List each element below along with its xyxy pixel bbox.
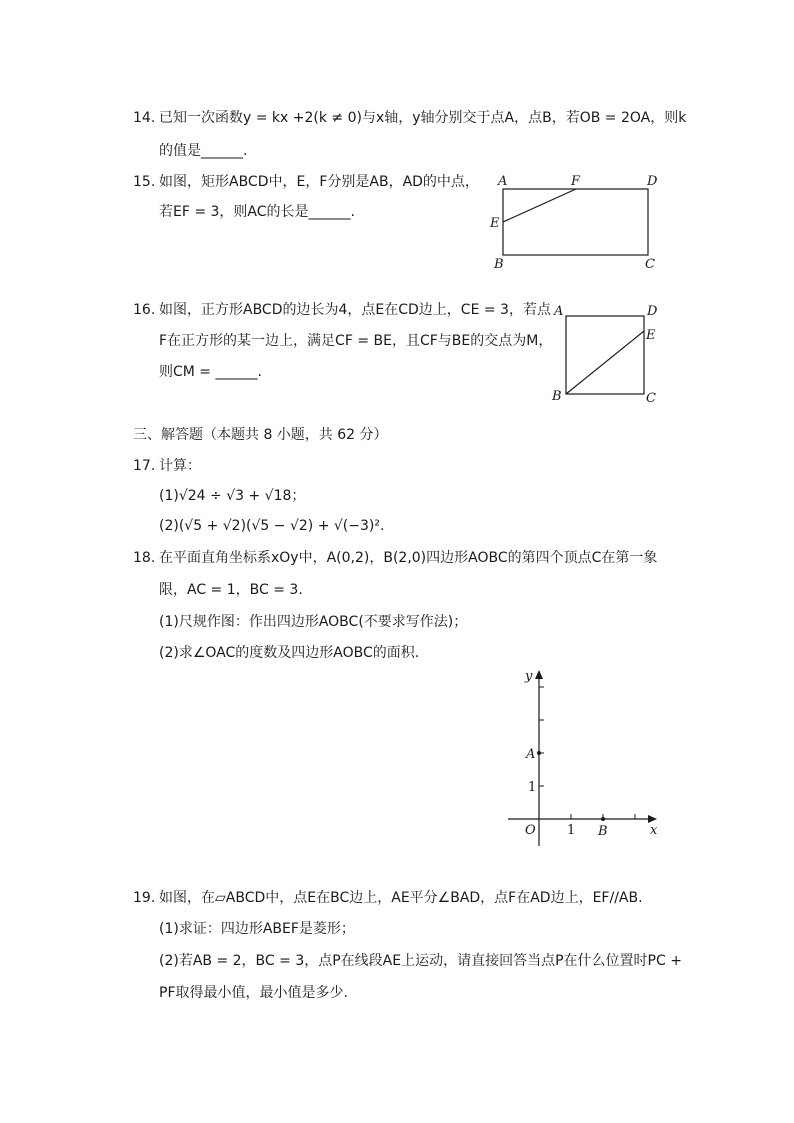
q16-label-a: A: [554, 304, 564, 319]
q18-label-one-y: 1: [528, 780, 537, 795]
q14-number: 14.: [133, 110, 156, 126]
section3-heading: [133, 425, 388, 445]
q18-text-line2: 限，AC = 1，BC = 3.: [159, 582, 303, 598]
q18-part2-text: (2)求∠OAC的度数及四边形AOBC的面积.: [159, 645, 420, 661]
q19-part1: [159, 919, 355, 939]
q15-label-c: C: [645, 257, 655, 272]
q18-coordinate-figure: [500, 664, 670, 850]
q15-label-f: F: [571, 174, 581, 189]
q18-label-b: B: [598, 824, 608, 839]
q14-line2: [159, 141, 247, 161]
q19-part1-text: (1)求证：四边形ABEF是菱形；: [159, 921, 355, 937]
q15-text-line2: 若EF = 3，则AC的长是______.: [159, 204, 355, 220]
q18-point-b: [601, 817, 605, 821]
q16-label-d: D: [647, 304, 658, 319]
q17-line1: [133, 456, 201, 476]
q18-line2: [159, 580, 303, 600]
q15-rectangle-figure: [488, 170, 668, 275]
q15-label-b: B: [494, 257, 504, 272]
q16-line1: [133, 300, 551, 320]
q15-label-d: D: [647, 174, 658, 189]
q18-number: 18.: [133, 550, 156, 566]
q17-text-line1: 计算：: [159, 458, 201, 474]
q19-number: 19.: [133, 890, 156, 906]
q15-segment-ef: [503, 189, 576, 222]
q18-part1: [159, 612, 467, 632]
q16-label-b: B: [552, 389, 562, 404]
q15-label-e: E: [490, 216, 500, 231]
q16-number: 16.: [133, 302, 156, 318]
q16-line3: [159, 362, 262, 382]
q15-rect-abcd: [503, 189, 648, 255]
q16-text-line2: F在正方形的某一边上，满足CF = BE，且CF与BE的交点为M，: [159, 333, 553, 349]
q19-part2b: [159, 983, 348, 1003]
q17-part2: [159, 516, 384, 536]
q18-y-arrow-icon: [535, 670, 543, 679]
q14-text-line1: 已知一次函数y = kx +2(k ≠ 0)与x轴，y轴分别交于点A，点B，若OB = 2OA，则k: [159, 110, 687, 126]
q16-text-line1: 如图，正方形ABCD的边长为4，点E在CD边上，CE = 3，若点: [159, 302, 551, 318]
q15-line2: [159, 202, 355, 222]
q16-line2: [159, 331, 552, 351]
q19-line1: [133, 888, 643, 908]
q15-line1: [133, 172, 479, 192]
q18-x-arrow-icon: [648, 815, 657, 823]
section3-title: 三、解答题（本题共 8 小题，共 62 分）: [133, 427, 388, 443]
q18-label-a: A: [526, 747, 536, 762]
q18-text-line1: 在平面直角坐标系xOy中，A(0,2)，B(2,0)四边形AOBC的第四个顶点C在第一象: [159, 550, 658, 566]
q19-part2-text: (2)若AB = 2，BC = 3，点P在线段AE上运动，请直接回答当点P在什么位置时PC +: [159, 953, 682, 969]
q17-part2-text: (2)(√5 + √2)(√5 − √2) + √(−3)².: [159, 518, 385, 534]
q19-part2: [159, 951, 682, 971]
q15-text-line1: 如图，矩形ABCD中，E，F分别是AB，AD的中点，: [159, 174, 479, 190]
q17-part1: [159, 486, 305, 506]
q18-point-a: [537, 751, 541, 755]
q16-segment-be: [566, 331, 644, 394]
q15-label-a: A: [498, 174, 508, 189]
q16-text-line3: 则CM = ______.: [159, 364, 262, 380]
q18-label-o: O: [525, 823, 536, 838]
q18-label-one-x: 1: [567, 823, 576, 838]
q19-part2b-text: PF取得最小值，最小值是多少.: [159, 985, 348, 1001]
q18-line1: [133, 548, 657, 568]
q18-part2: [159, 643, 419, 663]
q17-number: 17.: [133, 458, 156, 474]
q16-square-abcd: [566, 316, 644, 394]
q18-label-y: y: [525, 669, 533, 684]
q14-text-line2: 的值是______.: [159, 143, 248, 159]
q18-part1-text: (1)尺规作图：作出四边形AOBC(不要求写作法)；: [159, 614, 468, 630]
q14-line1: [133, 108, 686, 128]
q19-text-line1: 如图，在▱ABCD中，点E在BC边上，AE平分∠BAD，点F在AD边上，EF//AB.: [159, 890, 643, 906]
q15-number: 15.: [133, 174, 156, 190]
q17-part1-text: (1)√24 ÷ √3 + √18；: [159, 488, 306, 504]
q16-square-figure: [550, 300, 670, 410]
q16-label-c: C: [646, 391, 656, 406]
q18-label-x: x: [650, 823, 658, 838]
q16-label-e: E: [646, 328, 656, 343]
